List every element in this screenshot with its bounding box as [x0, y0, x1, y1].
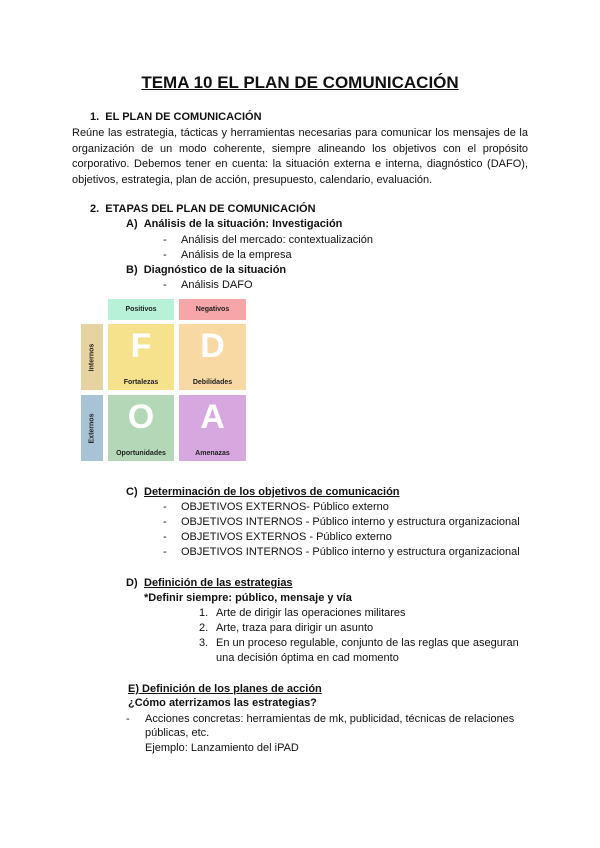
list-item: Arte de dirigir las operaciones militares — [216, 607, 406, 619]
dafo-cell-oportunidades — [108, 395, 174, 461]
dafo-cell-debilidades — [179, 324, 246, 390]
section-1-paragraph: Reúne las estrategia, tácticas y herramientas necesarias para comunicar los mensajes de la organización de un modo coherente, siempre alineando los objetivos con el propósito corporativo. Debemos tener en cuenta: la situación externa e interna, diagnóstico (DAFO), objetivos, estrategia, plan de acción, presupuesto, calendario, evaluación. — [72, 127, 528, 186]
header-internos: Internos — [81, 324, 103, 390]
list-item: OBJETIVOS INTERNOS - Público interno y estructura organizacional — [181, 546, 520, 558]
list-number: 2. — [199, 622, 209, 634]
dafo-cell-amenazas — [179, 395, 246, 461]
bullet-dash: - — [163, 516, 167, 528]
list-item-continuation: públicas, etc. — [145, 727, 210, 739]
subsection-c-label: Determinación de los objetivos de comunicación — [144, 486, 400, 498]
bullet-dash: - — [163, 501, 167, 513]
subsection-c-letter: C) — [126, 486, 138, 498]
subsection-e-label: E) Definición de los planes de acción — [128, 683, 322, 695]
dafo-letter: O — [127, 398, 155, 436]
list-item: OBJETIVOS EXTERNOS - Público externo — [181, 531, 392, 543]
list-item: OBJETIVOS EXTERNOS- Público externo — [181, 501, 389, 513]
section-2-heading: 2. ETAPAS DEL PLAN DE COMUNICACIÓN — [90, 203, 316, 215]
list-item: Arte, traza para dirigir un asunto — [216, 622, 374, 634]
subsection-d-label: Definición de las estrategias — [144, 577, 293, 589]
list-item: En un proceso regulable, conjunto de las reglas que aseguran — [216, 637, 519, 649]
list-item: Análisis de la empresa — [181, 249, 292, 261]
list-number: 1. — [199, 607, 209, 619]
list-item: Acciones concretas: herramientas de mk, publicidad, técnicas de relaciones — [145, 713, 515, 725]
list-item-example: Ejemplo: Lanzamiento del iPAD — [145, 742, 299, 754]
header-externos: Externos — [81, 395, 103, 461]
list-item: Análisis DAFO — [181, 279, 253, 291]
bullet-dash: - — [163, 531, 167, 543]
subsection-d-letter: D) — [126, 577, 138, 589]
dafo-letter: D — [200, 327, 225, 365]
dafo-label: Amenazas — [195, 450, 230, 457]
header-negativos: Negativos — [179, 299, 246, 320]
dafo-label: Fortalezas — [123, 379, 159, 386]
list-number: 3. — [199, 637, 209, 649]
list-item: OBJETIVOS INTERNOS - Público interno y estructura organizacional — [181, 516, 520, 528]
subsection-d-note: *Definir siempre: público, mensaje y vía — [144, 592, 352, 604]
section-1-heading: 1. EL PLAN DE COMUNICACIÓN — [90, 111, 262, 123]
list-item: Análisis del mercado: contextualización — [181, 234, 373, 246]
page-title: TEMA 10 EL PLAN DE COMUNICACIÓN — [141, 73, 459, 92]
bullet-dash: - — [126, 713, 130, 725]
bullet-dash: - — [163, 234, 167, 246]
subsection-a-label: A) Análisis de la situación: Investigación — [126, 218, 343, 230]
dafo-letter: A — [200, 398, 225, 436]
dafo-label: Debilidades — [192, 379, 233, 386]
header-positivos: Positivos — [108, 299, 174, 320]
dafo-cell-fortalezas — [108, 324, 174, 390]
bullet-dash: - — [163, 249, 167, 261]
list-item-continuation: una decisión óptima en cad momento — [216, 652, 399, 664]
subsection-b-label: B) Diagnóstico de la situación — [126, 264, 287, 276]
subsection-e-question: ¿Cómo aterrizamos las estrategias? — [128, 697, 317, 709]
bullet-dash: - — [163, 546, 167, 558]
bullet-dash: - — [163, 279, 167, 291]
dafo-letter: F — [130, 327, 152, 365]
dafo-label: Oportunidades — [116, 450, 166, 457]
